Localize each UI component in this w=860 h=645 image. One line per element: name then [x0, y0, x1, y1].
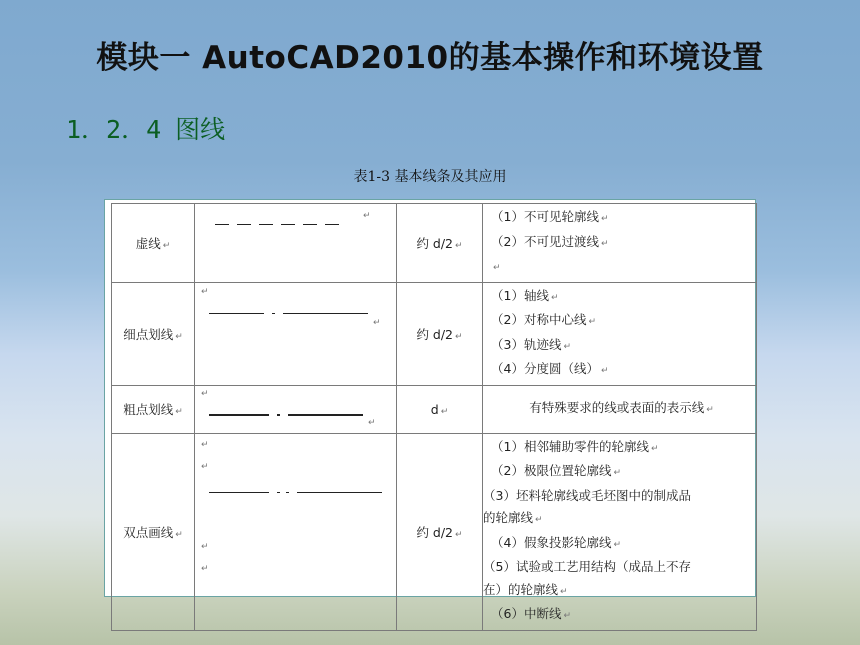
return-mark-icon: ↵ [175, 529, 183, 540]
usage-line: （1）轴线 ↵ [491, 287, 559, 303]
return-mark-icon: ↵ [162, 240, 171, 251]
return-mark-icon: ↵ [650, 443, 659, 454]
line-width-cell [397, 433, 483, 630]
slide-title: 模块一 AutoCAD2010的基本操作和环境设置 [96, 40, 764, 76]
return-mark-icon: ↵ [600, 214, 609, 224]
usage-line: （3）坯料轮廓线或毛坯图中的制成品 [483, 487, 691, 503]
return-mark-icon: ↵ [363, 211, 371, 221]
line-sample-cell [195, 385, 397, 433]
usage-line: （4）假象投影轮廓线 ↵ [491, 534, 622, 550]
line-width: d [430, 401, 439, 417]
line-width: 约 d/2 [416, 326, 454, 342]
return-mark-icon: ↵ [613, 539, 622, 550]
usage-cell [483, 282, 757, 385]
double-chain-line-sample [209, 492, 269, 493]
usage-line: （2）对称中心线 ↵ [491, 312, 597, 327]
line-sample-cell [195, 204, 397, 283]
line-name: 细点划线 [123, 326, 174, 342]
usage-line: （6）中断线 ↵ [491, 606, 571, 621]
line-types-table-frame [104, 199, 756, 621]
line-width-cell [397, 282, 483, 385]
return-mark-icon: ↵ [550, 292, 559, 303]
line-name: 粗点划线 [123, 402, 174, 417]
usage-line: 的轮廓线 ↵ [483, 510, 543, 525]
dashed-line-sample [215, 224, 345, 225]
return-mark-icon: ↵ [535, 515, 543, 525]
table-row [112, 204, 757, 283]
usage-line: （1）不可见轮廓线 ↵ [491, 209, 609, 224]
return-mark-icon: ↵ [201, 541, 209, 552]
return-mark-icon: ↵ [706, 404, 714, 415]
line-name-cell [112, 204, 195, 283]
return-mark-icon: ↵ [600, 238, 609, 249]
section-name: 图线 [175, 115, 226, 144]
line-sample-cell [195, 433, 397, 630]
line-name-cell [112, 433, 195, 630]
table-row [112, 433, 757, 630]
usage-line: 在）的轮廓线 ↵ [483, 581, 568, 597]
usage-line: （2）不可见过渡线 ↵ [491, 233, 609, 249]
return-mark-icon: ↵ [201, 388, 209, 399]
usage-line [491, 255, 752, 280]
line-name-cell [112, 282, 195, 385]
return-mark-icon: ↵ [600, 366, 609, 376]
usage-line: 有特殊要求的线或表面的表示线 [529, 399, 705, 415]
return-mark-icon: ↵ [563, 341, 571, 352]
table-caption: 表1-3 基本线条及其应用 [353, 169, 507, 185]
return-mark-icon: ↵ [175, 331, 183, 342]
return-mark-icon: ↵ [560, 586, 568, 597]
line-width: 约 d/2 [416, 524, 454, 540]
return-mark-icon: ↵ [175, 407, 183, 417]
usage-line: （2）极限位置轮廓线 ↵ [491, 463, 622, 478]
return-mark-icon: ↵ [201, 439, 209, 450]
line-sample-cell [195, 282, 397, 385]
usage-line: （4）分度圆（线） ↵ [491, 361, 609, 376]
return-mark-icon: ↵ [201, 461, 209, 472]
return-mark-icon: ↵ [588, 317, 597, 327]
section-heading [66, 110, 225, 146]
return-mark-icon: ↵ [455, 331, 463, 342]
usage-cell [483, 204, 757, 283]
return-mark-icon: ↵ [455, 529, 463, 540]
return-mark-icon: ↵ [440, 406, 449, 417]
line-name: 虚线 [135, 235, 161, 251]
return-mark-icon: ↵ [201, 563, 209, 574]
return-mark-icon: ↵ [201, 286, 209, 297]
thin-chain-line-sample [209, 313, 264, 314]
usage-cell [483, 385, 757, 433]
return-mark-icon: ↵ [368, 417, 376, 428]
line-name-cell [112, 385, 195, 433]
thick-chain-line-sample [209, 414, 269, 416]
usage-line: （3）轨迹线 ↵ [491, 336, 571, 352]
return-mark-icon: ↵ [455, 240, 463, 251]
line-types-table [111, 203, 757, 631]
table-row [112, 282, 757, 385]
usage-cell [483, 433, 757, 630]
return-mark-icon: ↵ [493, 263, 501, 273]
line-name: 双点画线 [123, 524, 174, 540]
line-width-cell [397, 385, 483, 433]
return-mark-icon: ↵ [563, 611, 571, 621]
line-width-cell [397, 204, 483, 283]
usage-line: （5）试验或工艺用结构（成品上不存 [483, 559, 691, 574]
table-row [112, 385, 757, 433]
return-mark-icon: ↵ [373, 317, 381, 328]
section-number: 1．2．4 [66, 115, 162, 144]
return-mark-icon: ↵ [613, 468, 622, 478]
usage-line: （1）相邻辅助零件的轮廓线 ↵ [491, 438, 659, 454]
line-width: 约 d/2 [416, 235, 454, 251]
